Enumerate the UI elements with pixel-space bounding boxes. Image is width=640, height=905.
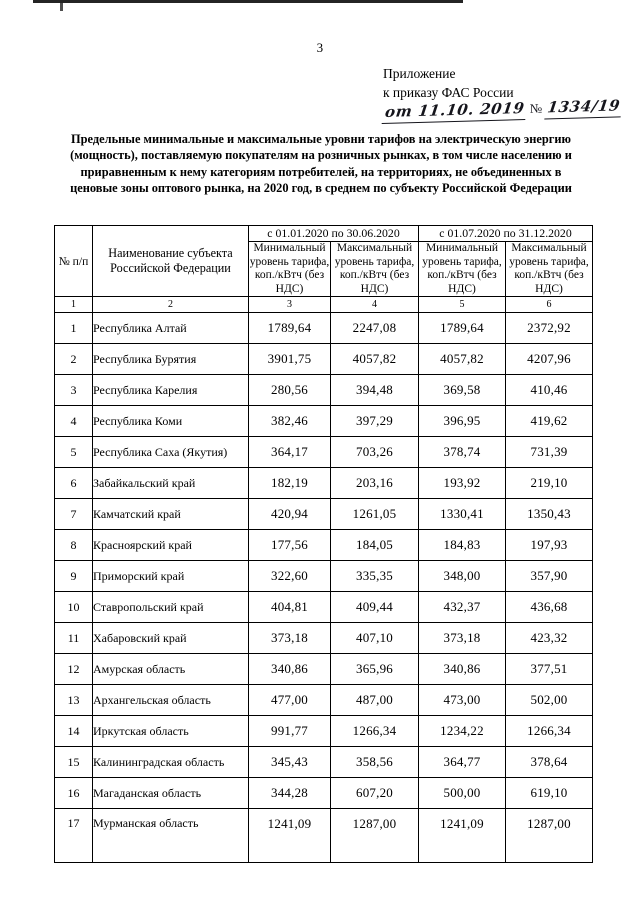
row-max-period2: 4207,96 <box>506 344 593 375</box>
row-min-period2: 340,86 <box>419 654 506 685</box>
row-max-period1: 397,29 <box>331 406 419 437</box>
row-number: 1 <box>55 313 93 344</box>
row-max-period1: 2247,08 <box>331 313 419 344</box>
row-min-period2: 500,00 <box>419 778 506 809</box>
row-subject-name: Хабаровский край <box>93 623 249 654</box>
row-number: 14 <box>55 716 93 747</box>
table-row <box>55 344 593 375</box>
row-min-period1: 404,81 <box>249 592 331 623</box>
row-min-period1: 1789,64 <box>249 313 331 344</box>
row-number: 4 <box>55 406 93 437</box>
row-max-period2: 377,51 <box>506 654 593 685</box>
row-subject-name: Мурманская область <box>93 809 249 863</box>
row-min-period1: 344,28 <box>249 778 331 809</box>
table-row <box>55 592 593 623</box>
row-max-period1: 409,44 <box>331 592 419 623</box>
row-max-period1: 365,96 <box>331 654 419 685</box>
row-min-period2: 432,37 <box>419 592 506 623</box>
row-min-period1: 322,60 <box>249 561 331 592</box>
row-max-period1: 4057,82 <box>331 344 419 375</box>
table-row <box>55 685 593 716</box>
row-max-period2: 1350,43 <box>506 499 593 530</box>
row-subject-name: Приморский край <box>93 561 249 592</box>
row-min-period1: 477,00 <box>249 685 331 716</box>
row-subject-name: Архангельская область <box>93 685 249 716</box>
row-subject-name: Республика Бурятия <box>93 344 249 375</box>
column-index-6: 6 <box>506 297 593 313</box>
table-row <box>55 623 593 654</box>
row-max-period1: 487,00 <box>331 685 419 716</box>
table-row <box>55 716 593 747</box>
row-max-period2: 731,39 <box>506 437 593 468</box>
table-row <box>55 499 593 530</box>
row-subject-name: Иркутская область <box>93 716 249 747</box>
row-min-period2: 396,95 <box>419 406 506 437</box>
row-number: 3 <box>55 375 93 406</box>
row-number: 7 <box>55 499 93 530</box>
table-row <box>55 530 593 561</box>
row-min-period2: 348,00 <box>419 561 506 592</box>
row-subject-name: Амурская область <box>93 654 249 685</box>
table-row <box>55 809 593 863</box>
row-number: 12 <box>55 654 93 685</box>
row-min-period2: 1330,41 <box>419 499 506 530</box>
row-min-period1: 1241,09 <box>249 809 331 863</box>
row-number: 13 <box>55 685 93 716</box>
row-max-period2: 2372,92 <box>506 313 593 344</box>
table-row <box>55 437 593 468</box>
row-number: 10 <box>55 592 93 623</box>
row-max-period2: 219,10 <box>506 468 593 499</box>
column-header-period-2: с 01.07.2020 по 31.12.2020 <box>419 226 593 242</box>
row-max-period1: 1287,00 <box>331 809 419 863</box>
column-header-subject-name: Наименование субъекта Российской Федерации <box>93 226 249 297</box>
row-max-period2: 1266,34 <box>506 716 593 747</box>
row-max-period2: 502,00 <box>506 685 593 716</box>
row-min-period1: 182,19 <box>249 468 331 499</box>
row-max-period1: 394,48 <box>331 375 419 406</box>
row-max-period1: 1266,34 <box>331 716 419 747</box>
row-max-period2: 419,62 <box>506 406 593 437</box>
row-number: 17 <box>55 809 93 863</box>
row-max-period1: 184,05 <box>331 530 419 561</box>
row-min-period1: 3901,75 <box>249 344 331 375</box>
row-number: 5 <box>55 437 93 468</box>
row-max-period2: 357,90 <box>506 561 593 592</box>
row-max-period1: 358,56 <box>331 747 419 778</box>
row-max-period1: 407,10 <box>331 623 419 654</box>
table-column-number-row <box>55 297 593 313</box>
row-number: 8 <box>55 530 93 561</box>
row-subject-name: Калининградская область <box>93 747 249 778</box>
column-header-min-level-period2: Минимальный уровень тарифа, коп./кВтч (без НДС) <box>419 242 506 297</box>
row-min-period2: 193,92 <box>419 468 506 499</box>
row-min-period1: 420,94 <box>249 499 331 530</box>
handwritten-date <box>382 99 528 124</box>
row-max-period2: 197,93 <box>506 530 593 561</box>
table-row <box>55 778 593 809</box>
column-header-number: № п/п <box>55 226 93 297</box>
row-max-period1: 607,20 <box>331 778 419 809</box>
row-min-period2: 4057,82 <box>419 344 506 375</box>
table-row <box>55 313 593 344</box>
page-title: Предельные минимальные и максимальные уровни тарифов на электрическую энергию (мощность), поставляемую покупателям на розничных рынках, в том числе населению и приравненным к нему категориям потребителей, на территориях, не объединенных в ценовые зоны оптового рынка, на 2020 год, в среднем по субъекту Российской Федерации <box>70 132 572 196</box>
row-min-period2: 1241,09 <box>419 809 506 863</box>
row-subject-name: Магаданская область <box>93 778 249 809</box>
column-index-3: 3 <box>249 297 331 313</box>
header-line-order: к приказу ФАС России <box>383 85 514 100</box>
handwritten-prefix: от <box>384 102 414 121</box>
row-subject-name: Ставропольский край <box>93 592 249 623</box>
row-number: 16 <box>55 778 93 809</box>
column-header-max-level-period1: Максимальный уровень тарифа, коп./кВтч (без НДС) <box>331 242 419 297</box>
header-line-appendix: Приложение <box>383 66 456 81</box>
row-min-period1: 177,56 <box>249 530 331 561</box>
row-min-period2: 364,77 <box>419 747 506 778</box>
column-header-period-1: с 01.01.2020 по 30.06.2020 <box>249 226 419 242</box>
row-max-period1: 203,16 <box>331 468 419 499</box>
row-subject-name: Камчатский край <box>93 499 249 530</box>
row-max-period2: 1287,00 <box>506 809 593 863</box>
row-min-period1: 280,56 <box>249 375 331 406</box>
row-min-period2: 184,83 <box>419 530 506 561</box>
row-min-period2: 473,00 <box>419 685 506 716</box>
row-number: 2 <box>55 344 93 375</box>
row-number: 9 <box>55 561 93 592</box>
handwritten-number: 1334/19 <box>544 96 623 119</box>
column-index-5: 5 <box>419 297 506 313</box>
table-row <box>55 468 593 499</box>
page-number: 3 <box>316 40 324 55</box>
scan-artifact-mark <box>60 2 63 11</box>
row-max-period2: 378,64 <box>506 747 593 778</box>
scan-artifact <box>33 0 463 3</box>
table-body <box>55 313 593 863</box>
column-index-4: 4 <box>331 297 419 313</box>
row-max-period1: 703,26 <box>331 437 419 468</box>
row-max-period2: 410,46 <box>506 375 593 406</box>
row-subject-name: Республика Алтай <box>93 313 249 344</box>
table-row <box>55 654 593 685</box>
row-min-period2: 1789,64 <box>419 313 506 344</box>
table-header-row-1 <box>55 226 593 242</box>
row-subject-name: Республика Саха (Якутия) <box>93 437 249 468</box>
row-min-period2: 1234,22 <box>419 716 506 747</box>
row-subject-name: Республика Коми <box>93 406 249 437</box>
row-max-period2: 436,68 <box>506 592 593 623</box>
row-min-period1: 340,86 <box>249 654 331 685</box>
row-subject-name: Красноярский край <box>93 530 249 561</box>
row-min-period1: 991,77 <box>249 716 331 747</box>
column-header-max-level-period2: Максимальный уровень тарифа, коп./кВтч (без НДС) <box>506 242 593 297</box>
row-subject-name: Забайкальский край <box>93 468 249 499</box>
table-row <box>55 561 593 592</box>
table-row <box>55 406 593 437</box>
row-number: 11 <box>55 623 93 654</box>
row-min-period2: 378,74 <box>419 437 506 468</box>
row-max-period2: 423,32 <box>506 623 593 654</box>
table-header <box>55 226 593 313</box>
row-max-period2: 619,10 <box>506 778 593 809</box>
column-index-1: 1 <box>55 297 93 313</box>
row-subject-name: Республика Карелия <box>93 375 249 406</box>
row-min-period2: 369,58 <box>419 375 506 406</box>
tariff-table-container <box>54 225 592 863</box>
document-header-block <box>383 64 621 124</box>
column-header-min-level-period1: Минимальный уровень тарифа, коп./кВтч (без НДС) <box>249 242 331 297</box>
row-number: 6 <box>55 468 93 499</box>
table-row <box>55 375 593 406</box>
row-min-period1: 373,18 <box>249 623 331 654</box>
column-index-2: 2 <box>93 297 249 313</box>
row-min-period1: 382,46 <box>249 406 331 437</box>
row-max-period1: 1261,05 <box>331 499 419 530</box>
row-min-period1: 364,17 <box>249 437 331 468</box>
handwritten-date-value: 11.10. 2019 <box>417 99 526 121</box>
row-max-period1: 335,35 <box>331 561 419 592</box>
row-min-period1: 345,43 <box>249 747 331 778</box>
row-min-period2: 373,18 <box>419 623 506 654</box>
number-symbol: № <box>529 100 543 116</box>
table-row <box>55 747 593 778</box>
tariff-table <box>54 225 593 863</box>
row-number: 15 <box>55 747 93 778</box>
